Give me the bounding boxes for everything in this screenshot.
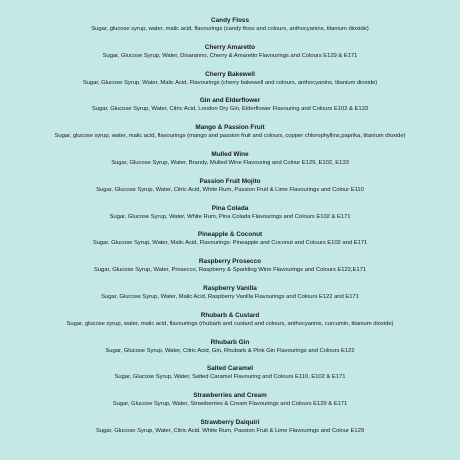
flavour-name: Strawberry Daiquiri (200, 418, 260, 426)
flavour-name: Cherry Bakewell (205, 70, 255, 78)
flavour-entry (0, 358, 460, 385)
flavour-entry (0, 305, 460, 332)
flavour-entry (0, 90, 460, 117)
flavour-entry (0, 278, 460, 305)
flavour-ingredients: Sugar, glucose syrup, water, malic acid, flavourings (candy floss and colours, anthocyanins, titanium dioxide) (91, 26, 369, 32)
flavour-name: Raspberry Vanilla (203, 284, 257, 292)
flavour-ingredients: Sugar, Glucose Syrup, Water, Brandy, Mulled Wine Flavouring and Colour E129, E102, E133 (111, 159, 349, 166)
flavour-name: Passion Fruit Mojito (199, 177, 261, 185)
flavour-entry (0, 385, 460, 412)
flavour-entry (0, 144, 460, 171)
flavour-name: Candy Floss (211, 17, 249, 24)
flavour-name: Cherry Amaretto (204, 43, 256, 51)
flavour-ingredients: Sugar, Glucose Syrup, Water, Salted Caramel Flavouring and Colours E110, E102 & E171 (114, 374, 346, 381)
flavour-entry (0, 0, 460, 10)
flavour-ingredients: Sugar, Glucose Syrup, Water, Citric Acid, White Rum, Passion Fruit & Lime Flavourings and Colour E110 (96, 186, 364, 193)
flavour-entry (0, 198, 460, 225)
flavour-entry (0, 64, 460, 91)
flavour-ingredients: Sugar, glucose syrup, water, malic acid, flavourings (mango and passion fruit and colours, copper chlorophyllins,paprika, titanium dioxide) (54, 133, 406, 140)
flavour-ingredients: Sugar, Glucose Syrup, Water, Malic Acid, Flavourings (cherry bakewell and colours, anthocyanins, titanium dioxide) (82, 79, 378, 86)
flavour-name: Mango & Passion Fruit (195, 124, 265, 132)
flavour-ingredients: Sugar, Glucose Syrup, Water, Malic Acid, Flavourings: Pineapple and Coconut and Colours E102 and E171 (92, 240, 368, 247)
flavour-name: Raspberry Prosecco (198, 258, 262, 266)
flavour-ingredients: Sugar, Glucose Syrup, Water, Prosecco, Raspberry & Sparkling Wine Flavourings and Colours E122,E171 (93, 267, 367, 274)
flavour-name: Salted Caramel (206, 365, 254, 373)
flavour-ingredients: Sugar, glucose syrup, water, malic acid, flavourings (rhubarb and custard and colours, anthocyanins, curcumin, titanium dioxide) (66, 320, 394, 327)
flavour-name: Rhubarb & Custard (200, 311, 260, 319)
flavour-entry (0, 332, 460, 359)
flavour-ingredients: Sugar, Glucose Syrup, Water, Citric Acid, White Rum, Passion Fruit & Lime Flavourings and Colour E129 (95, 427, 365, 434)
flavour-ingredients: Sugar, Glucose Syrup, Water, Disaranno, Cherry & Amaretto Flavourings and Colours E129 & E171 (102, 52, 358, 59)
flavour-entry (0, 412, 460, 439)
flavour-name: Gin and Elderflower (199, 97, 261, 105)
flavour-entry (0, 224, 460, 251)
flavour-entry (0, 37, 460, 64)
flavour-ingredients: Sugar, Glucose Syrup, Water, Malic Acid, Raspberry Vanilla Flavourings and Colours E122 and E171 (101, 293, 359, 300)
flavour-name: Mulled Wine (211, 150, 249, 158)
flavour-ingredients (0, 0, 460, 1)
flavour-name: Rhubarb Gin (210, 338, 250, 346)
flavour-entry (0, 251, 460, 278)
flavour-ingredients: Sugar, Glucose Syrup, Water, White Rum, Pina Colada Flavourings and Colours E102 & E171 (109, 213, 351, 220)
flavour-ingredients: Sugar, Glucose Syrup, Water, Citric Acid, London Dry Gin, Elderflower Flavouring and Colours E102 & E133 (91, 106, 369, 113)
flavour-entry (0, 171, 460, 198)
flavour-ingredients: Sugar, Glucose Syrup, Water, Strawberries & Cream Flavourings and Colours E129 & E171 (112, 401, 348, 408)
flavour-name: Pineapple & Coconut (197, 231, 263, 239)
flavour-entry (0, 10, 460, 37)
flavour-entry (0, 117, 460, 144)
flavour-ingredients: Sugar, Glucose Syrup, Water, Citric Acid, Gin, Rhubarb & Pink Gin Flavourings and Colours E122 (105, 347, 355, 354)
flavour-name: Pina Colada (211, 204, 249, 212)
flavour-name: Strawberries and Cream (193, 392, 267, 400)
